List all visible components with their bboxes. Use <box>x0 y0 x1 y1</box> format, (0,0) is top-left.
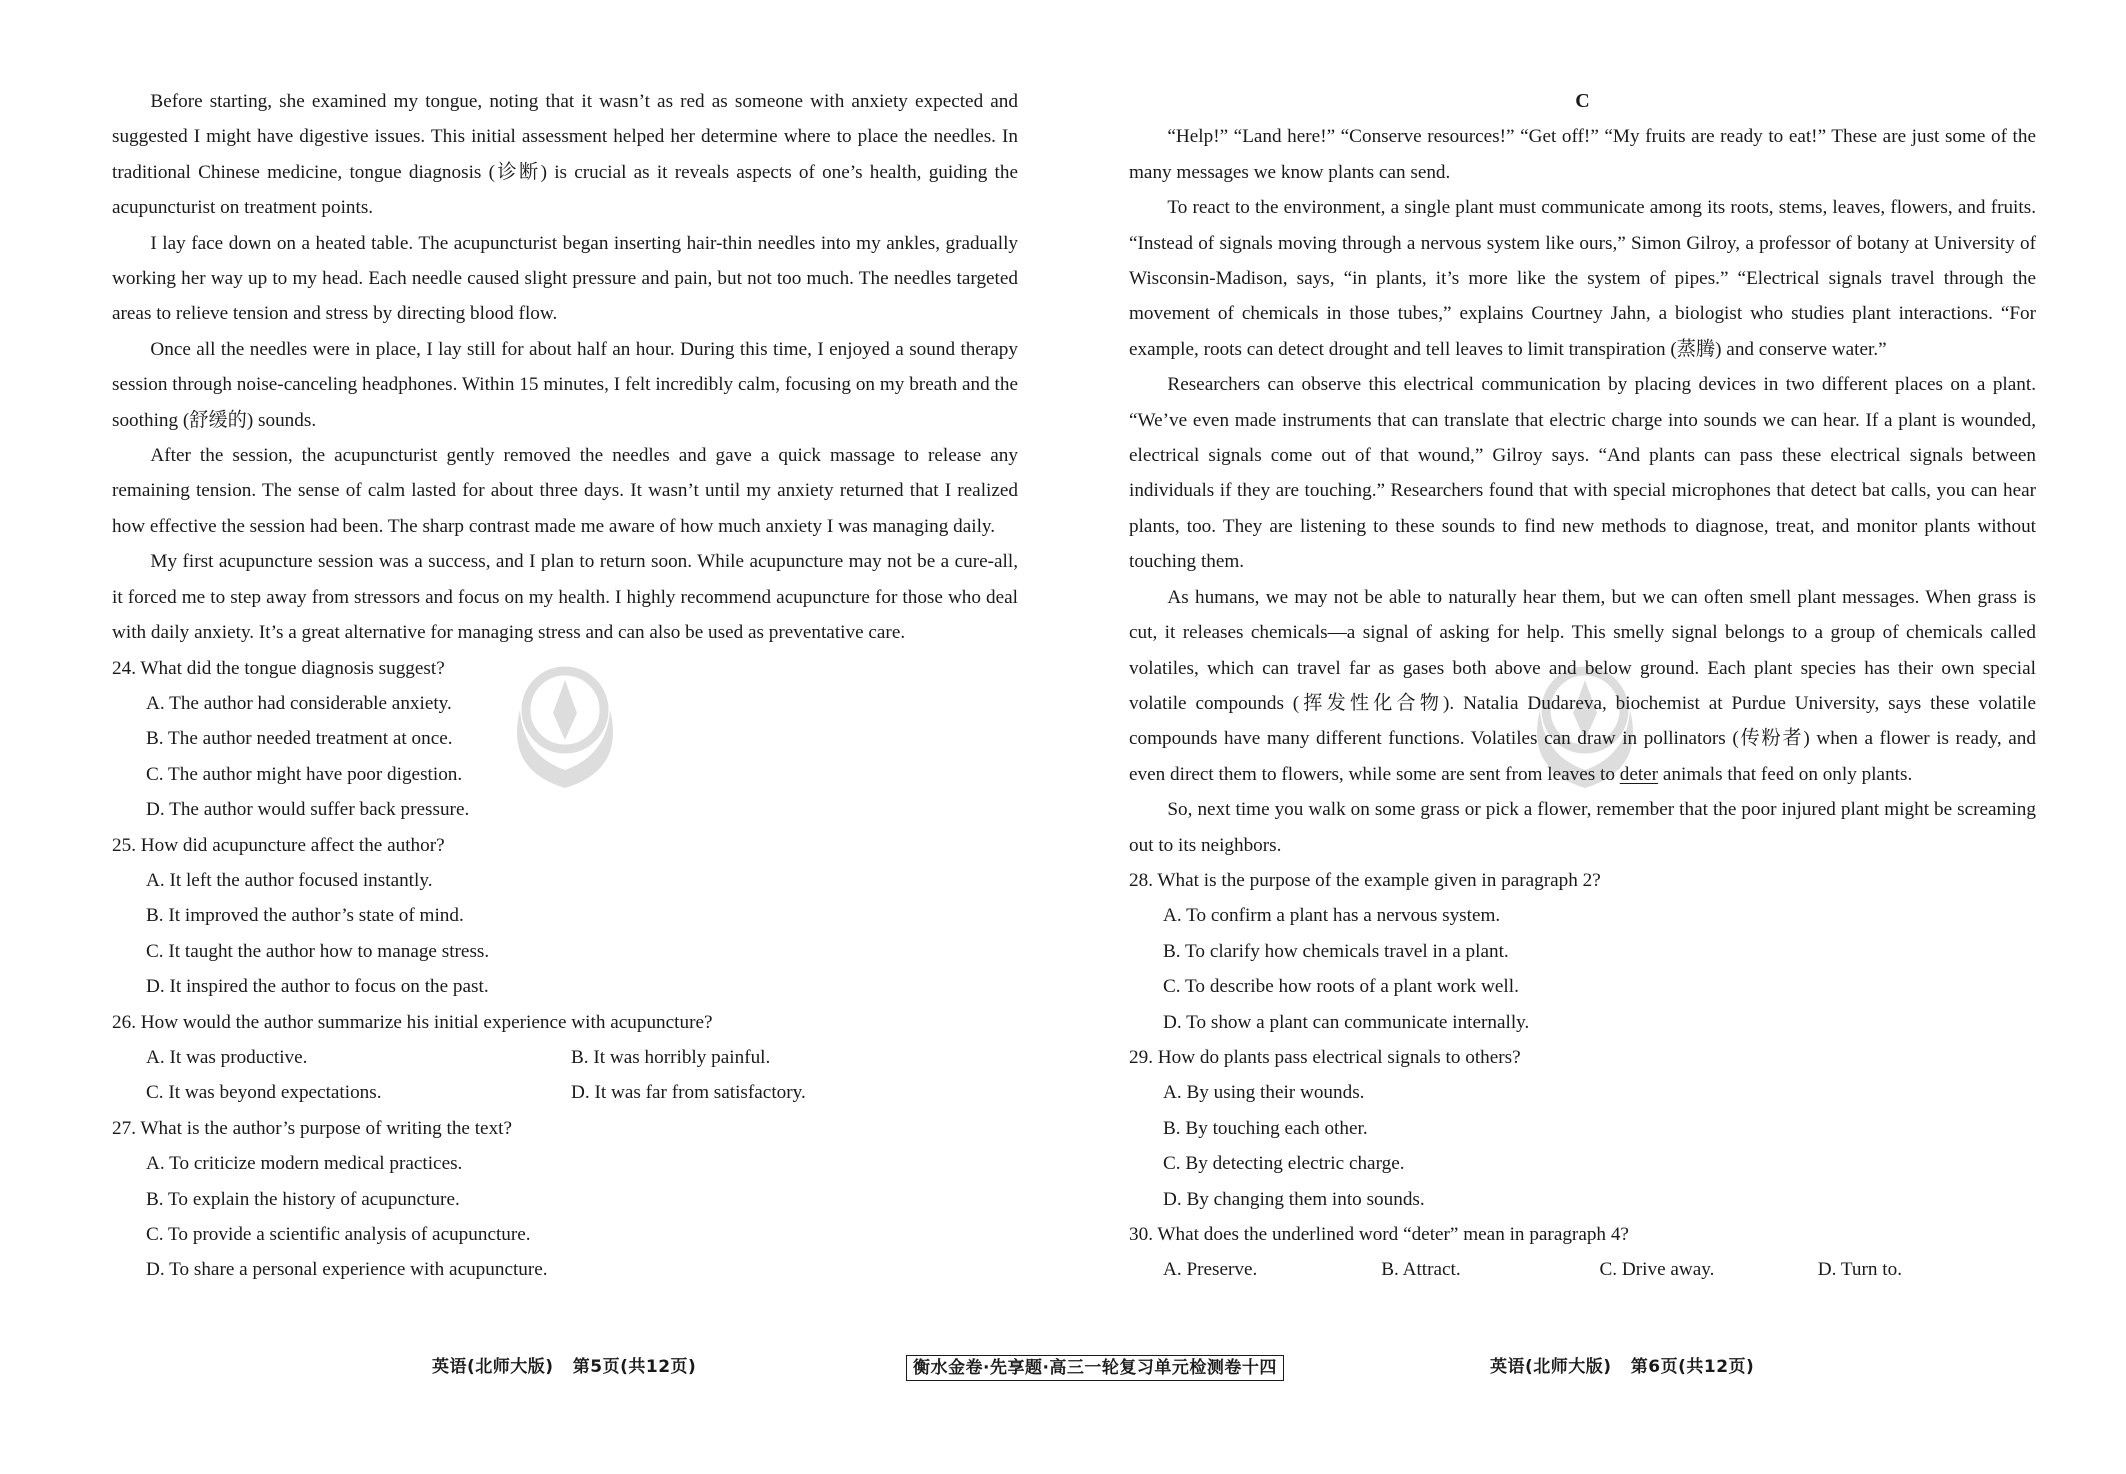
option: C. To describe how roots of a plant work well. <box>1163 976 1519 998</box>
page-footer-left: 英语(北师大版) 第5页(共12页) <box>432 1357 697 1377</box>
question-27: 27. What is the author’s purpose of writing the text? <box>112 1117 513 1139</box>
left-page-column <box>112 84 1018 1288</box>
option: D. The author would suffer back pressure. <box>146 799 470 821</box>
option: C. The author might have poor digestion. <box>146 763 463 785</box>
option: B. By touching each other. <box>1163 1117 1368 1139</box>
passage-paragraph: To react to the environment, a single plant must communicate among its roots, stems, leaves, flowers, and fruits. “Instead of signals moving through a nervous system like ours,” Simon Gilroy, a professor of botany at University of Wisconsin-Madison, says, “in plants, it’s more like the system of pipes.” “Electrical signals travel through the movement of chemicals in those tubes,” explains Courtney Jahn, a biologist who studies plant interactions. “For example, roots can detect drought and tell leaves to limit transpiration (蒸腾) and conserve water.” <box>1129 197 2036 360</box>
question-29: 29. How do plants pass electrical signals to others? <box>1129 1046 1521 1068</box>
passage-paragraph: “Help!” “Land here!” “Conserve resources!” “Get off!” “My fruits are ready to eat!” These are just some of the many messages we know plants can send. <box>1129 126 2036 183</box>
option: D. To share a personal experience with acupuncture. <box>146 1259 548 1281</box>
option: B. The author needed treatment at once. <box>146 728 453 750</box>
option: D. Turn to. <box>1817 1259 1902 1281</box>
question-26: 26. How would the author summarize his initial experience with acupuncture? <box>112 1011 713 1033</box>
question-28: 28. What is the purpose of the example given in paragraph 2? <box>1129 869 1601 891</box>
option: C. To provide a scientific analysis of acupuncture. <box>146 1224 531 1245</box>
paragraph-text: animals that feed on only plants. <box>1658 763 1913 785</box>
passage-paragraph: After the session, the acupuncturist gently removed the needles and gave a quick massage to release any remaining tension. The sense of calm lasted for about three days. It wasn’t until my anxiety returned that I realized how effective the session had been. The sharp contrast made me aware of how much anxiety I was managing daily. <box>112 445 1018 537</box>
paragraph-text: As humans, we may not be able to naturally hear them, but we can often smell plant messages. When grass is cut, it releases chemicals—a signal of asking for help. This smelly signal belongs to a group of chemicals called volatiles, which can travel far as gases both above and below ground. Each plant species has their own special volatile compounds (挥发性化合物). Natalia Dudareva, biochemist at Purdue University, says these volatile compounds have many different functions. Volatiles can draw in pollinators (传粉者) when a flower is ready, and even direct them to flowers, while some are sent from leaves to <box>1129 586 2036 785</box>
right-page-column <box>1129 84 2036 1288</box>
passage-paragraph: Once all the needles were in place, I lay still for about half an hour. During this time, I enjoyed a sound therapy session through noise-canceling headphones. Within 15 minutes, I felt incredibly calm, focusing on my breath and the soothing (舒缓的) sounds. <box>112 338 1018 431</box>
option: A. It left the author focused instantly. <box>146 869 433 891</box>
passage-paragraph: So, next time you walk on some grass or pick a flower, remember that the poor injured plant might be screaming out to its neighbors. <box>1129 799 2036 856</box>
passage-paragraph: I lay face down on a heated table. The acupuncturist began inserting hair-thin needles into my ankles, gradually working her way up to my head. Each needle caused slight pressure and pain, but not too much. The needles targeted areas to relieve tension and stress by directing blood flow. <box>112 232 1018 325</box>
option: D. By changing them into sounds. <box>1163 1188 1425 1210</box>
option: D. It inspired the author to focus on the past. <box>146 976 489 998</box>
option: A. To confirm a plant has a nervous system. <box>1163 905 1501 927</box>
option: B. To clarify how chemicals travel in a plant. <box>1163 940 1509 962</box>
passage-paragraph <box>1129 580 2036 792</box>
option-row <box>112 1075 1018 1110</box>
section-heading: C <box>1575 90 1590 112</box>
option: B. It improved the author’s state of mind. <box>146 905 464 927</box>
option: A. By using their wounds. <box>1163 1082 1365 1104</box>
option: B. Attract. <box>1381 1259 1461 1281</box>
option: C. By detecting electric charge. <box>1163 1153 1405 1175</box>
option: A. Preserve. <box>1163 1259 1258 1281</box>
option: B. It was horribly painful. <box>571 1046 771 1068</box>
option-row <box>112 1040 1018 1075</box>
question-25: 25. How did acupuncture affect the author? <box>112 834 445 856</box>
option: D. It was far from satisfactory. <box>571 1082 806 1104</box>
option: C. Drive away. <box>1599 1259 1715 1281</box>
option: A. It was productive. <box>146 1046 308 1068</box>
exam-series-label: 衡水金卷·先享题·高三一轮复习单元检测卷十四 <box>906 1355 1284 1381</box>
underlined-word: deter <box>1619 763 1659 785</box>
option: C. It taught the author how to manage stress. <box>146 940 490 962</box>
option: C. It was beyond expectations. <box>146 1082 382 1104</box>
question-24: 24. What did the tongue diagnosis suggest? <box>112 657 445 679</box>
passage-paragraph: My first acupuncture session was a success, and I plan to return soon. While acupuncture may not be a cure-all, it forced me to step away from stressors and focus on my health. I highly recommend acupuncture for those who deal with daily anxiety. It’s a great alternative for managing stress and can also be used as preventative care. <box>112 551 1018 644</box>
page-footer-right: 英语(北师大版) 第6页(共12页) <box>1490 1357 1755 1377</box>
option: A. To criticize modern medical practices. <box>146 1153 463 1175</box>
question-30: 30. What does the underlined word “deter” mean in paragraph 4? <box>1129 1224 1629 1245</box>
passage-paragraph: Researchers can observe this electrical communication by placing devices in two different places on a plant. “We’ve even made instruments that can translate that electric charge into sounds we can hear. If a plant is wounded, electrical signals come out of that wound,” Gilroy says. “And plants can pass these electrical signals between individuals if they are touching.” Researchers found that with special microphones that detect bat calls, you can hear plants, too. They are listening to these sounds to find new methods to diagnose, treat, and monitor plants without touching them. <box>1129 374 2036 573</box>
option: B. To explain the history of acupuncture. <box>146 1188 460 1210</box>
passage-paragraph: Before starting, she examined my tongue, noting that it wasn’t as red as someone with anxiety expected and suggested I might have digestive issues. This initial assessment helped her determine where to place the needles. In traditional Chinese medicine, tongue diagnosis (诊断) is crucial as it reveals aspects of one’s health, guiding the acupuncturist on treatment points. <box>112 91 1018 219</box>
option: A. The author had considerable anxiety. <box>146 692 452 714</box>
option: D. To show a plant can communicate internally. <box>1163 1011 1530 1033</box>
option-row <box>1129 1252 2036 1287</box>
